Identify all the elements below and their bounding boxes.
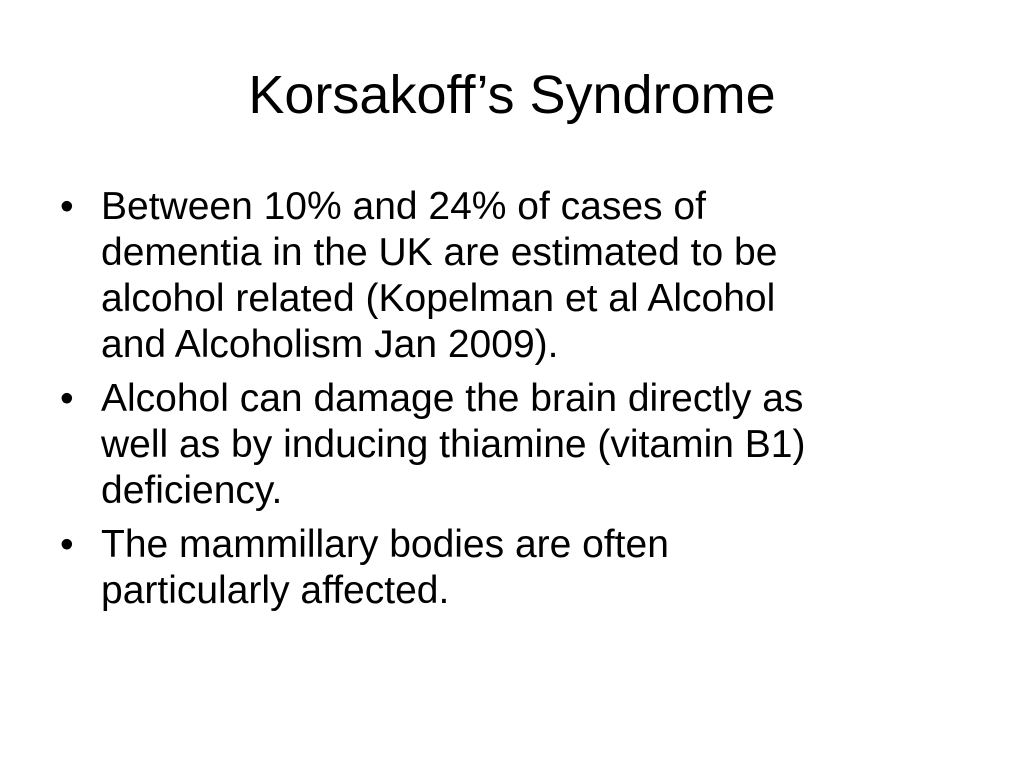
- bullet-text: The mammillary bodies are often particularly affected.: [101, 523, 669, 612]
- bullet-list: [60, 184, 960, 622]
- bullet-item: [60, 522, 960, 614]
- bullet-marker: •: [60, 523, 74, 566]
- slide-title: Korsakoff’s Syndrome: [248, 65, 776, 125]
- bullet-marker: •: [60, 377, 74, 420]
- bullet-text: Alcohol can damage the brain directly as well as by inducing thiamine (vitamin B1) deficiency.: [101, 377, 806, 512]
- bullet-text: Between 10% and 24% of cases of dementia in the UK are estimated to be alcohol related (Kopelman et al Alcohol and Alcoholism Jan 2009).: [101, 185, 778, 366]
- bullet-item: [60, 376, 960, 514]
- bullet-item: [60, 184, 960, 368]
- bullet-marker: •: [60, 185, 74, 228]
